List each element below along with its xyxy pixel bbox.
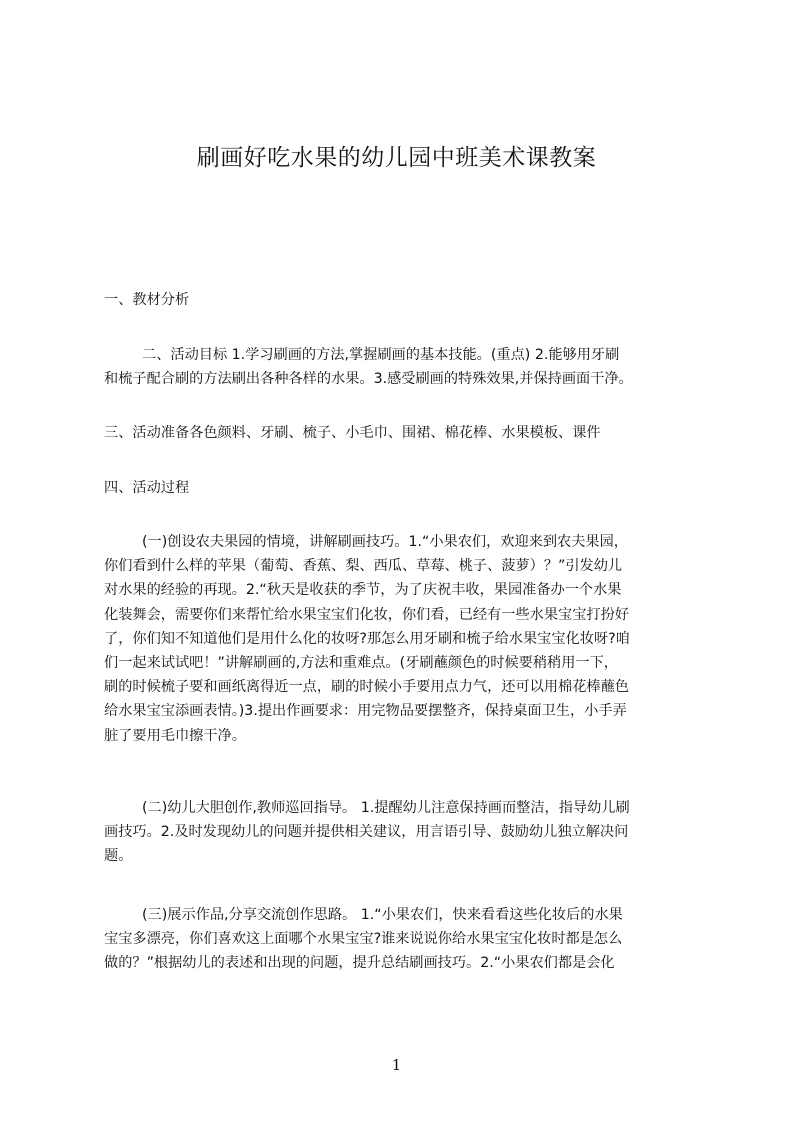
step1-line-4: 化装舞会，需要你们来帮忙给水果宝宝们化妆，你们看，已经有一些水果宝宝打扮好 <box>104 606 629 623</box>
process-step-3 <box>104 903 710 976</box>
step3-line-1: (三)展示作品,分享交流创作思路。 1.“小果农们，快来看看这些化妆后的水果 <box>142 907 623 923</box>
step1-line-6: 们一起来试试吧！”讲解刷画的,方法和重难点。(牙刷蘸颜色的时候要稍稍用一下， <box>104 655 618 672</box>
section-objectives <box>104 343 710 391</box>
step1-line-1: (一)创设农夫果园的情境，讲解刷画技巧。1.“小果农们，欢迎来到农夫果园， <box>142 534 628 550</box>
step2-line-1: (二)幼儿大胆创作,教师巡回指导。 1.提醒幼儿注意保持画而整洁，指导幼儿刷 <box>142 800 630 816</box>
objectives-line-2: 和梳子配合刷的方法刷出各种各样的水果。3.感受刷画的特殊效果,并保持画面干净。 <box>104 371 633 388</box>
step2-line-3: 题。 <box>104 848 133 865</box>
section-heading-process: 四、活动过程 <box>104 480 190 496</box>
document-title: 刷画好吃水果的幼儿园中班美术课教案 <box>196 145 597 171</box>
step3-line-3: 做的？”根据幼儿的表述和出现的问题，提升总结刷画技巧。2.“小果农们都是会化 <box>104 955 615 972</box>
step1-line-8: 给水果宝宝添画表情。)3.提出作画要求：用完物品要摆整齐，保持桌面卫生，小手弄 <box>104 703 627 720</box>
step1-line-2: 你们看到什么样的苹果（葡萄、香蕉、梨、西瓜、草莓、桃子、菠萝）？”引发幼儿 <box>104 558 623 575</box>
step1-line-5: 了，你们知不知道他们是用什么化的妆呀?那怎么用牙刷和梳子给水果宝宝化妆呀?咱 <box>104 630 630 647</box>
section-heading-materials: 一、教材分析 <box>104 292 190 308</box>
step2-line-2: 画技巧。2.及时发现幼儿的问题并提供相关建议，用言语引导、鼓励幼儿独立解决问 <box>104 824 629 841</box>
page-number: 1 <box>391 1056 402 1074</box>
step1-line-9: 脏了要用毛巾擦干净。 <box>104 727 246 744</box>
step3-line-2: 宝宝多漂亮，你们喜欢这上面哪个水果宝宝?谁来说说你给水果宝宝化妆时都是怎么 <box>104 931 623 948</box>
process-step-1 <box>104 530 710 748</box>
objectives-line-1: 二、活动目标 1.学习刷画的方法,掌握刷画的基本技能。(重点) 2.能够用牙刷 <box>142 347 620 363</box>
step1-line-7: 刷的时候梳子要和画纸离得近一点，刷的时候小手要用点力气，还可以用棉花棒蘸色 <box>104 679 629 696</box>
step1-line-3: 对水果的经验的再现。2.“秋天是收获的季节，为了庆祝丰收，果园准备办一个水果 <box>104 582 622 599</box>
process-step-2 <box>104 796 710 869</box>
section-heading-preparation: 三、活动准备各色颜料、牙刷、梳子、小毛巾、围裙、棉花棒、水果模板、课件 <box>104 425 601 441</box>
